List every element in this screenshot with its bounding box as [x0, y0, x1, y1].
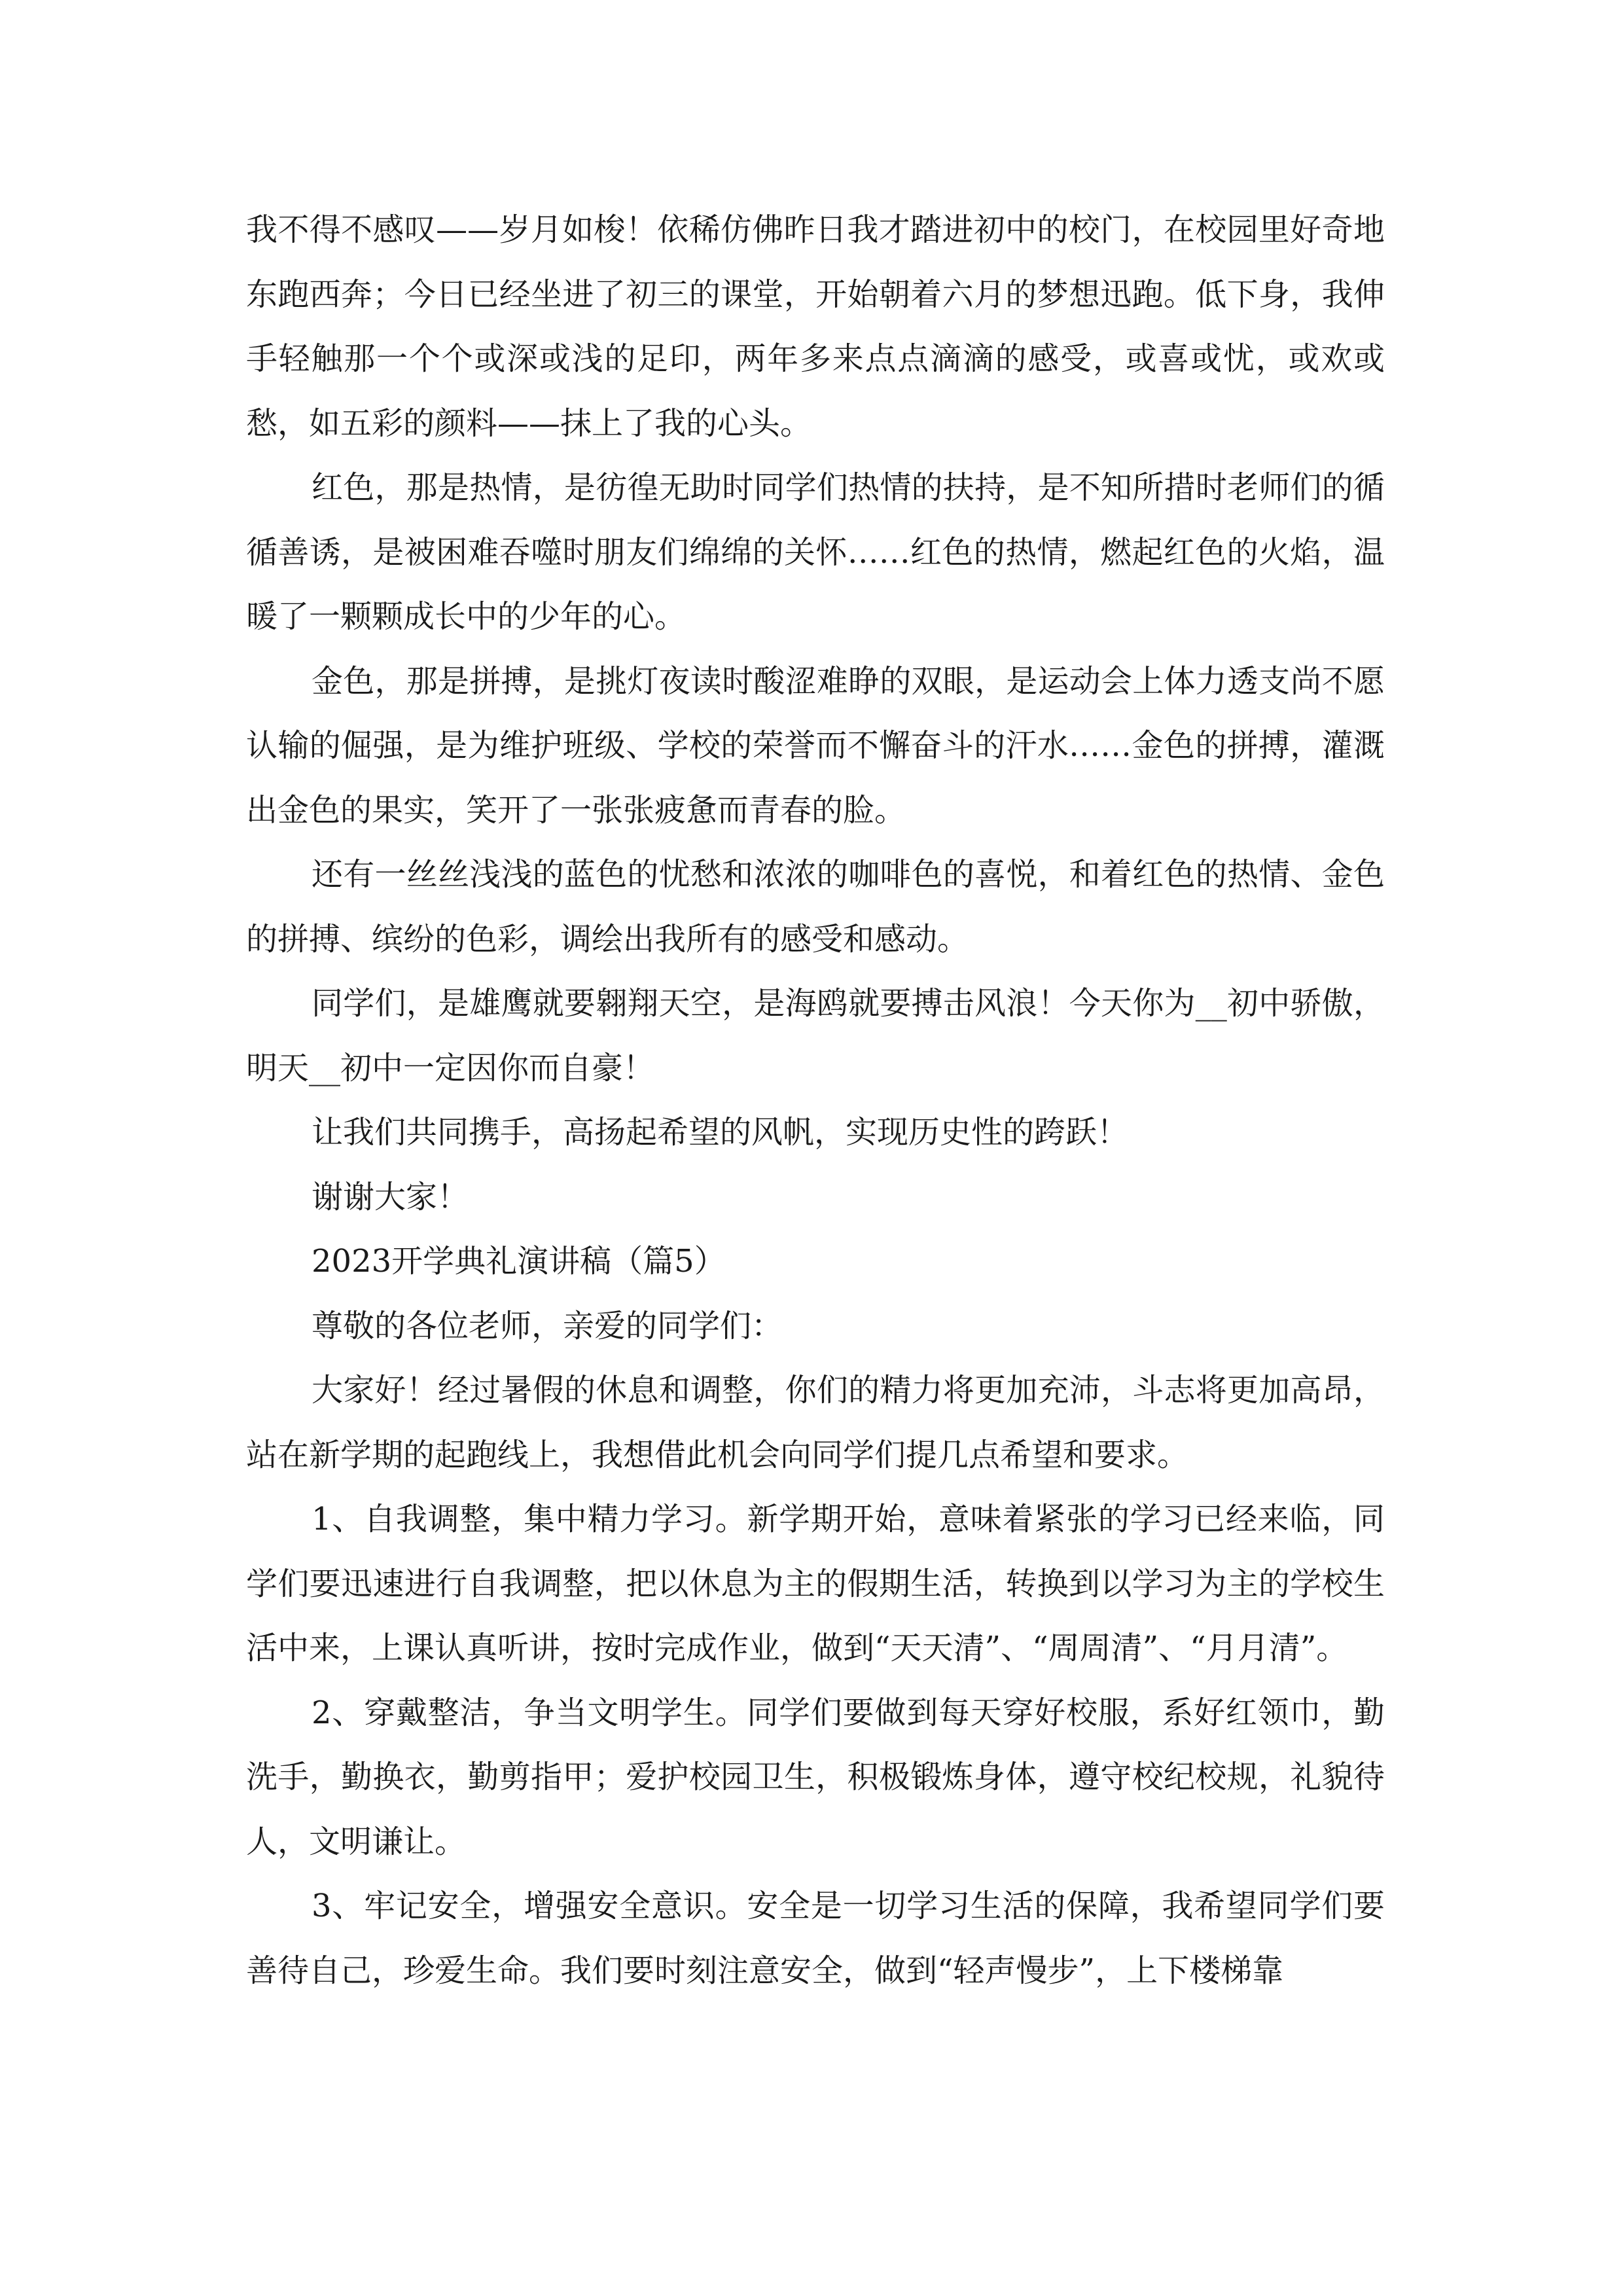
- paragraph-together: 让我们共同携手，高扬起希望的风帆，实现历史性的跨跃！: [312, 1114, 1129, 1151]
- paragraph-red: 红色，那是热情，是彷徨无助时同学们热情的扶持，是不知所措时老师们的循循善诱，是被困难吞噬时朋友们绵绵的关怀……红色的热情，燃起红色的火焰，温暖了一颗颗成长中的少年的心。: [246, 469, 1385, 635]
- paragraph-point-1: 1、自我调整，集中精力学习。新学期开始，意味着紧张的学习已经来临，同学们要迅速进行自我调整，把以休息为主的假期生活，转换到以学习为主的学校生活中来，上课认真听讲，按时完成作业，做到“天天清”、“周周清”、“月月清”。: [246, 1501, 1385, 1666]
- document-body: [246, 198, 1385, 2003]
- paragraph-gold: 金色，那是拼搏，是挑灯夜读时酸涩难睁的双眼，是运动会上体力透支尚不愿认输的倔强，是为维护班级、学校的荣誉而不懈奋斗的汗水……金色的拼搏，灌溉出金色的果实，笑开了一张张疲惫而青春的脸。: [246, 662, 1385, 829]
- paragraph-blue: 还有一丝丝浅浅的蓝色的忧愁和浓浓的咖啡色的喜悦，和着红色的热情、金色的拼搏、缤纷的色彩，调绘出我所有的感受和感动。: [246, 856, 1385, 958]
- section-heading: 2023开学典礼演讲稿（篇5）: [312, 1243, 726, 1280]
- paragraph-thanks: 谢谢大家！: [312, 1178, 469, 1215]
- paragraph-greeting: 大家好！经过暑假的休息和调整，你们的精力将更加充沛，斗志将更加高昂，站在新学期的起跑线上，我想借此机会向同学们提几点希望和要求。: [246, 1372, 1385, 1473]
- paragraph-eagle: 同学们，是雄鹰就要翱翔天空，是海鸥就要搏击风浪！今天你为__初中骄傲，明天__初中一定因你而自豪！: [246, 985, 1385, 1086]
- paragraph-point-2: 2、穿戴整洁，争当文明学生。同学们要做到每天穿好校服，系好红领巾，勤洗手，勤换衣，勤剪指甲；爱护校园卫生，积极锻炼身体，遵守校纪校规，礼貌待人，文明谦让。: [246, 1694, 1385, 1860]
- paragraph-years: 我不得不感叹——岁月如梭！依稀仿佛昨日我才踏进初中的校门，在校园里好奇地东跑西奔；今日已经坐进了初三的课堂，开始朝着六月的梦想迅跑。低下身，我伸手轻触那一个个或深或浅的足印，两年多来点点滴滴的感受，或喜或忧，或欢或愁，如五彩的颜料——抹上了我的心头。: [246, 211, 1385, 442]
- salutation: 尊敬的各位老师，亲爱的同学们：: [312, 1307, 783, 1344]
- paragraph-point-3: 3、牢记安全，增强安全意识。安全是一切学习生活的保障，我希望同学们要善待自己，珍爱生命。我们要时刻注意安全，做到“轻声慢步”，上下楼梯靠: [246, 1888, 1385, 1989]
